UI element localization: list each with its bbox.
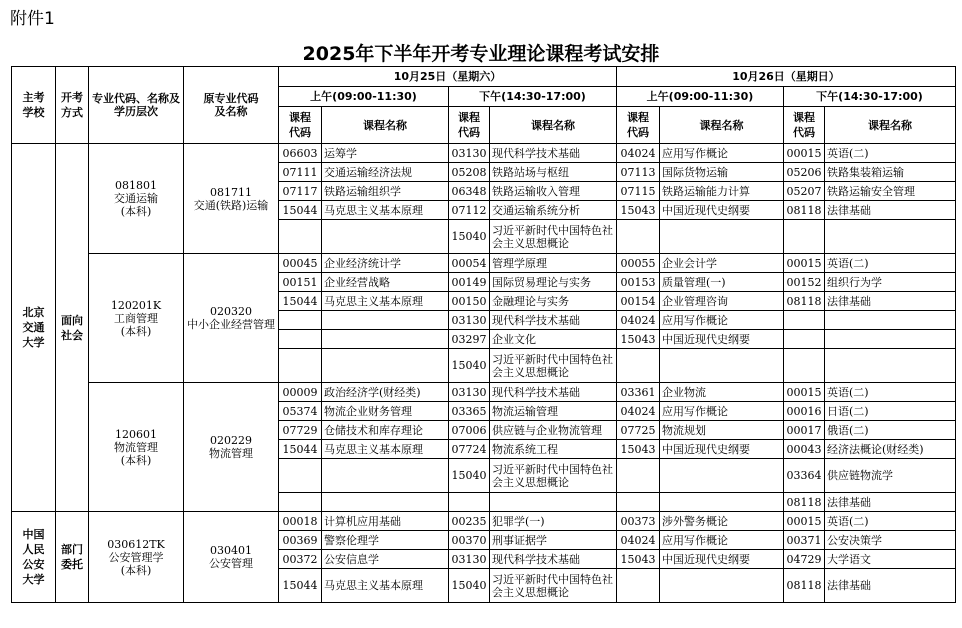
course-name: 马克思主义基本原理 <box>322 292 449 311</box>
course-code: 05207 <box>784 182 825 201</box>
course-name: 警察伦理学 <box>322 531 449 550</box>
header-row-dates <box>12 67 956 87</box>
header-code: 课程代码 <box>279 107 322 144</box>
school-cell <box>12 512 56 603</box>
course-name: 物流运输管理 <box>490 402 617 421</box>
course-code: 00017 <box>784 421 825 440</box>
major-level: (本科) <box>120 324 152 338</box>
course-code: 00150 <box>449 292 490 311</box>
header-name: 课程名称 <box>660 107 784 144</box>
course-name: 物流系统工程 <box>490 440 617 459</box>
course-code: 00235 <box>449 512 490 531</box>
header-day1: 10月25日（星期六） <box>279 67 617 87</box>
exam-mode-cell <box>56 144 89 512</box>
major-level: (本科) <box>120 205 152 218</box>
course-code: 03365 <box>449 402 490 421</box>
course-code: 04024 <box>617 402 660 421</box>
course-code: 05206 <box>784 163 825 182</box>
course-name: 习近平新时代中国特色社会主义思想概论 <box>490 569 617 603</box>
course-name: 企业经营战略 <box>322 273 449 292</box>
course-code: 05374 <box>279 402 322 421</box>
major-name: 交通运输 <box>114 192 158 205</box>
course-name <box>660 493 784 512</box>
course-name: 铁路运输组织学 <box>322 182 449 201</box>
course-name: 应用写作概论 <box>660 144 784 163</box>
course-name: 铁路集装箱运输 <box>825 163 956 182</box>
original-major-code: 030401 <box>210 544 252 557</box>
course-code <box>617 459 660 493</box>
header-day1-am: 上午(09:00-11:30) <box>279 87 449 107</box>
course-code: 00371 <box>784 531 825 550</box>
header-day2: 10月26日（星期日） <box>617 67 956 87</box>
course-name: 马克思主义基本原理 <box>322 440 449 459</box>
course-name <box>322 330 449 349</box>
course-name <box>660 569 784 603</box>
school-cell <box>12 144 56 512</box>
course-code: 15040 <box>449 459 490 493</box>
course-code: 00373 <box>617 512 660 531</box>
major-code: 120201K <box>110 298 162 312</box>
course-code: 00015 <box>784 144 825 163</box>
course-code: 15043 <box>617 550 660 569</box>
course-name: 政治经济学(财经类) <box>322 383 449 402</box>
school-name: 中国人民公安大学 <box>22 528 45 586</box>
course-name <box>322 493 449 512</box>
course-code: 04024 <box>617 311 660 330</box>
table-row <box>12 512 956 531</box>
schedule-body <box>12 144 956 603</box>
course-code <box>617 349 660 383</box>
course-code: 08118 <box>784 569 825 603</box>
course-name: 公安决策学 <box>825 531 956 550</box>
course-code: 00154 <box>617 292 660 311</box>
major-cell <box>89 512 184 603</box>
original-major-name: 中小企业经营管理 <box>187 318 275 331</box>
header-day1-pm: 下午(14:30-17:00) <box>449 87 617 107</box>
course-code: 00009 <box>279 383 322 402</box>
course-name: 金融理论与实务 <box>490 292 617 311</box>
course-code: 00055 <box>617 254 660 273</box>
course-code: 08118 <box>784 493 825 512</box>
course-name: 物流规划 <box>660 421 784 440</box>
course-code: 00370 <box>449 531 490 550</box>
course-name: 日语(二) <box>825 402 956 421</box>
course-name <box>825 220 956 254</box>
header-exam-mode: 开考方式 <box>56 67 89 144</box>
course-name: 国际贸易理论与实务 <box>490 273 617 292</box>
course-name <box>322 311 449 330</box>
course-code: 06603 <box>279 144 322 163</box>
header-day2-pm: 下午(14:30-17:00) <box>784 87 956 107</box>
course-code <box>279 330 322 349</box>
course-code <box>279 459 322 493</box>
course-name: 习近平新时代中国特色社会主义思想概论 <box>490 349 617 383</box>
course-code: 15040 <box>449 220 490 254</box>
course-code <box>784 349 825 383</box>
original-major-code: 020229 <box>210 434 252 447</box>
course-code: 00153 <box>617 273 660 292</box>
course-code: 00372 <box>279 550 322 569</box>
major-cell <box>89 383 184 512</box>
major-name: 物流管理 <box>114 440 158 454</box>
table-row <box>12 254 956 273</box>
major-cell <box>89 254 184 383</box>
table-row <box>12 383 956 402</box>
course-name: 企业物流 <box>660 383 784 402</box>
course-code <box>449 493 490 512</box>
course-name: 英语(二) <box>825 512 956 531</box>
original-major-name: 公安管理 <box>209 557 253 570</box>
course-name: 习近平新时代中国特色社会主义思想概论 <box>490 459 617 493</box>
course-name: 经济法概论(财经类) <box>825 440 956 459</box>
course-code <box>279 493 322 512</box>
course-code: 07006 <box>449 421 490 440</box>
course-name <box>322 349 449 383</box>
course-name: 俄语(二) <box>825 421 956 440</box>
original-major-cell <box>184 144 279 254</box>
course-code: 00018 <box>279 512 322 531</box>
course-name: 铁路运输安全管理 <box>825 182 956 201</box>
header-code: 课程代码 <box>784 107 825 144</box>
major-code: 030612TK <box>107 537 165 551</box>
attachment-label: 附件1 <box>10 9 55 29</box>
course-name <box>825 349 956 383</box>
course-code: 03364 <box>784 459 825 493</box>
course-code: 03297 <box>449 330 490 349</box>
course-code <box>784 220 825 254</box>
course-code: 15043 <box>617 201 660 220</box>
course-name: 英语(二) <box>825 383 956 402</box>
original-major-cell <box>184 254 279 383</box>
course-name: 企业文化 <box>490 330 617 349</box>
course-code: 07112 <box>449 201 490 220</box>
course-name: 铁路运输能力计算 <box>660 182 784 201</box>
course-name: 法律基础 <box>825 292 956 311</box>
course-code: 15040 <box>449 569 490 603</box>
course-name <box>825 311 956 330</box>
course-name: 法律基础 <box>825 493 956 512</box>
course-code: 05208 <box>449 163 490 182</box>
course-name: 现代科学技术基础 <box>490 550 617 569</box>
exam-schedule-table <box>11 66 956 603</box>
course-code: 03361 <box>617 383 660 402</box>
course-name: 供应链与企业物流管理 <box>490 421 617 440</box>
course-code: 07724 <box>449 440 490 459</box>
header-name: 课程名称 <box>490 107 617 144</box>
course-name: 大学语文 <box>825 550 956 569</box>
course-code: 00016 <box>784 402 825 421</box>
course-code: 15044 <box>279 292 322 311</box>
course-code: 00043 <box>784 440 825 459</box>
course-name: 运筹学 <box>322 144 449 163</box>
course-code: 00015 <box>784 512 825 531</box>
course-name: 应用写作概论 <box>660 402 784 421</box>
major-level: (本科) <box>120 453 152 467</box>
school-name: 北京交通大学 <box>22 306 45 349</box>
course-code: 08118 <box>784 292 825 311</box>
course-code: 00045 <box>279 254 322 273</box>
original-major-code: 081711 <box>210 185 252 199</box>
header-original-major: 原专业代码及名称 <box>184 67 279 144</box>
course-name: 习近平新时代中国特色社会主义思想概论 <box>490 220 617 254</box>
major-code: 120601 <box>115 427 157 441</box>
header-name: 课程名称 <box>825 107 956 144</box>
course-name <box>490 493 617 512</box>
course-name: 公安信息学 <box>322 550 449 569</box>
course-code: 04729 <box>784 550 825 569</box>
course-code <box>617 569 660 603</box>
original-major-name: 交通(铁路)运输 <box>193 198 269 212</box>
course-name: 管理学原理 <box>490 254 617 273</box>
course-name: 中国近现代史纲要 <box>660 330 784 349</box>
course-name: 物流企业财务管理 <box>322 402 449 421</box>
course-name: 中国近现代史纲要 <box>660 440 784 459</box>
header-code: 课程代码 <box>617 107 660 144</box>
major-level: (本科) <box>120 563 152 577</box>
course-code: 06348 <box>449 182 490 201</box>
course-name: 企业管理咨询 <box>660 292 784 311</box>
course-name: 铁路站场与枢纽 <box>490 163 617 182</box>
major-cell <box>89 144 184 254</box>
course-code: 15043 <box>617 440 660 459</box>
course-code: 07111 <box>279 163 322 182</box>
header-day2-am: 上午(09:00-11:30) <box>617 87 784 107</box>
course-name <box>322 220 449 254</box>
course-name: 计算机应用基础 <box>322 512 449 531</box>
course-name: 英语(二) <box>825 144 956 163</box>
course-code <box>279 311 322 330</box>
original-major-name: 物流管理 <box>209 447 253 460</box>
course-name <box>322 459 449 493</box>
course-name: 仓储技术和库存理论 <box>322 421 449 440</box>
course-name: 现代科学技术基础 <box>490 311 617 330</box>
course-code: 00015 <box>784 254 825 273</box>
course-code: 00054 <box>449 254 490 273</box>
course-code: 15043 <box>617 330 660 349</box>
original-major-code: 020320 <box>210 305 252 318</box>
course-name: 涉外警务概论 <box>660 512 784 531</box>
course-code: 15044 <box>279 201 322 220</box>
course-name: 中国近现代史纲要 <box>660 550 784 569</box>
course-code: 08118 <box>784 201 825 220</box>
original-major-cell <box>184 512 279 603</box>
course-code: 03130 <box>449 144 490 163</box>
course-name: 英语(二) <box>825 254 956 273</box>
header-name: 课程名称 <box>322 107 449 144</box>
course-name: 应用写作概论 <box>660 531 784 550</box>
course-name: 马克思主义基本原理 <box>322 201 449 220</box>
course-name: 质量管理(一) <box>660 273 784 292</box>
course-name: 供应链物流学 <box>825 459 956 493</box>
course-name: 企业会计学 <box>660 254 784 273</box>
course-code: 03130 <box>449 383 490 402</box>
exam-mode: 面向社会 <box>61 313 83 342</box>
course-code: 15044 <box>279 569 322 603</box>
course-name: 法律基础 <box>825 201 956 220</box>
course-code: 03130 <box>449 311 490 330</box>
course-code: 00152 <box>784 273 825 292</box>
header-code: 课程代码 <box>449 107 490 144</box>
course-code <box>784 311 825 330</box>
course-code: 07113 <box>617 163 660 182</box>
course-name: 交通运输系统分析 <box>490 201 617 220</box>
course-code: 04024 <box>617 144 660 163</box>
course-name <box>660 459 784 493</box>
header-school: 主考学校 <box>12 67 56 144</box>
course-code <box>617 220 660 254</box>
major-name: 工商管理 <box>114 311 158 325</box>
course-code <box>617 493 660 512</box>
header-major: 专业代码、名称及学历层次 <box>89 67 184 144</box>
course-name: 交通运输经济法规 <box>322 163 449 182</box>
course-code <box>279 220 322 254</box>
course-name: 中国近现代史纲要 <box>660 201 784 220</box>
course-code: 00369 <box>279 531 322 550</box>
course-name: 犯罪学(一) <box>490 512 617 531</box>
course-name: 组织行为学 <box>825 273 956 292</box>
exam-mode: 部门委托 <box>61 543 83 571</box>
course-code: 00149 <box>449 273 490 292</box>
course-name: 法律基础 <box>825 569 956 603</box>
course-name: 现代科学技术基础 <box>490 383 617 402</box>
exam-mode-cell <box>56 512 89 603</box>
course-name: 刑事证据学 <box>490 531 617 550</box>
course-code: 15040 <box>449 349 490 383</box>
major-name: 公安管理学 <box>108 550 164 564</box>
course-code: 07117 <box>279 182 322 201</box>
course-name <box>825 330 956 349</box>
course-code: 07729 <box>279 421 322 440</box>
course-name: 现代科学技术基础 <box>490 144 617 163</box>
document-title: 2025年下半年开考专业理论课程考试安排 <box>302 43 660 65</box>
course-code: 03130 <box>449 550 490 569</box>
course-code: 00151 <box>279 273 322 292</box>
course-code: 00015 <box>784 383 825 402</box>
course-code <box>784 330 825 349</box>
course-code: 07115 <box>617 182 660 201</box>
course-name: 国际货物运输 <box>660 163 784 182</box>
course-code: 04024 <box>617 531 660 550</box>
course-name <box>660 349 784 383</box>
course-code: 15044 <box>279 440 322 459</box>
course-code <box>279 349 322 383</box>
original-major-cell <box>184 383 279 512</box>
course-code: 07725 <box>617 421 660 440</box>
major-code: 081801 <box>115 179 157 192</box>
course-name: 企业经济统计学 <box>322 254 449 273</box>
course-name: 铁路运输收入管理 <box>490 182 617 201</box>
course-name <box>660 220 784 254</box>
course-name: 马克思主义基本原理 <box>322 569 449 603</box>
table-row <box>12 144 956 163</box>
course-name: 应用写作概论 <box>660 311 784 330</box>
